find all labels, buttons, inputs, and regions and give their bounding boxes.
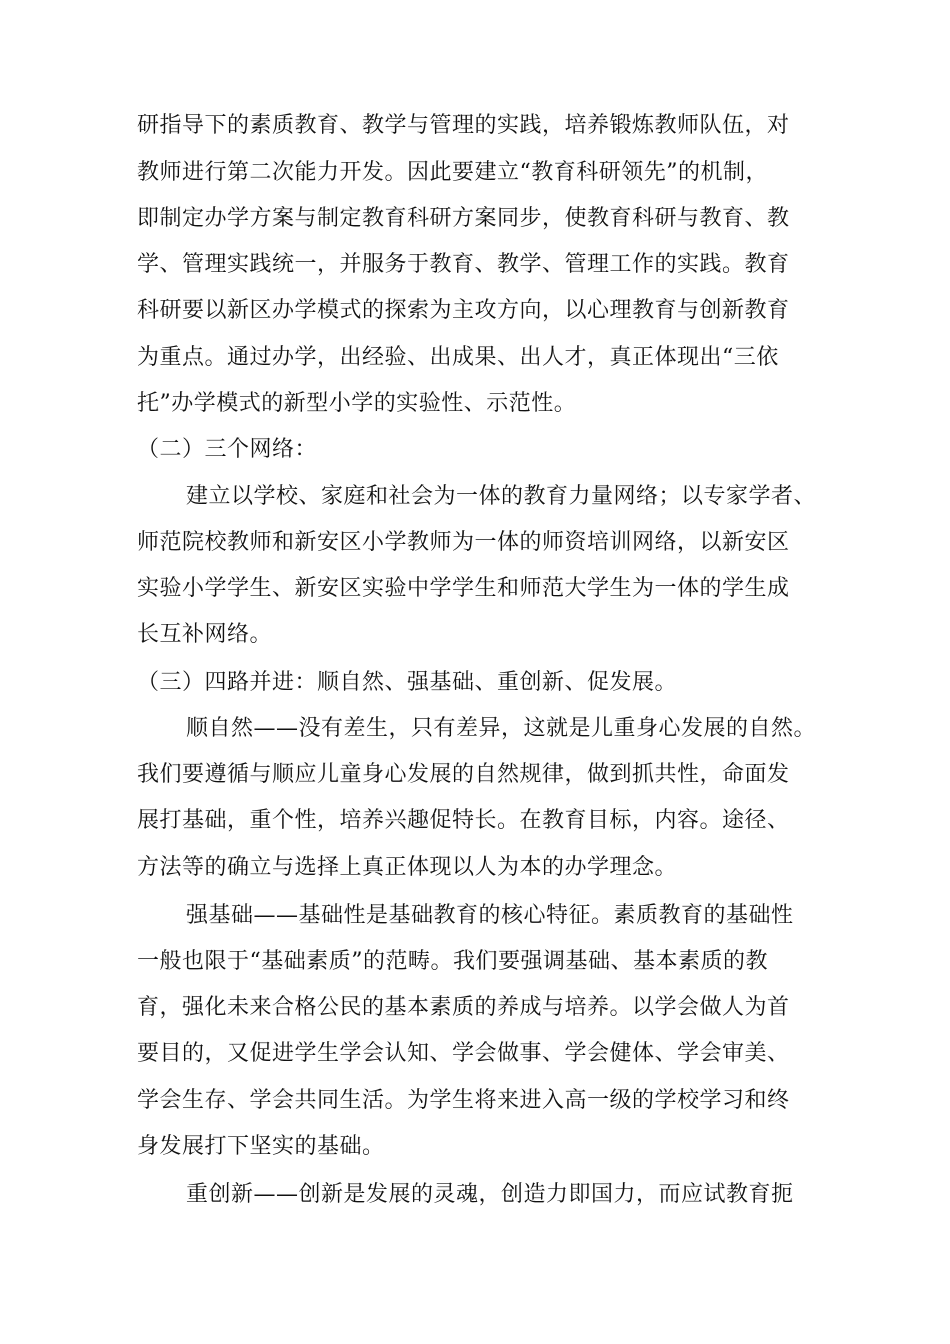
paragraph-line: 师范院校教师和新安区小学教师为一体的师资培训网络，以新安区 bbox=[137, 530, 790, 555]
paragraph-line: 重创新——创新是发展的灵魂，创造力即国力，而应试教育扼 bbox=[186, 1182, 794, 1207]
paragraph-line: 身发展打下坚实的基础。 bbox=[137, 1134, 385, 1159]
paragraph-line: 强基础——基础性是基础教育的核心特征。素质教育的基础性 bbox=[186, 903, 794, 928]
paragraph-line: 为重点。通过办学，出经验、出成果、出人才，真正体现出“三依 bbox=[137, 345, 779, 370]
paragraph-line: 学、管理实践统一，并服务于教育、教学、管理工作的实践。教育 bbox=[137, 252, 790, 277]
paragraph-line: 研指导下的素质教育、教学与管理的实践，培养锻炼教师队伍，对 bbox=[137, 113, 790, 138]
paragraph-line: 我们要遵循与顺应儿童身心发展的自然规律，做到抓共性，命面发 bbox=[137, 762, 790, 787]
paragraph-line: 育，强化未来合格公民的基本素质的养成与培养。以学会做人为首 bbox=[137, 995, 790, 1020]
paragraph-line: 托”办学模式的新型小学的实验性、示范性。 bbox=[137, 391, 577, 416]
paragraph-line: 即制定办学方案与制定教育科研方案同步，使教育科研与教育、教 bbox=[137, 206, 790, 231]
paragraph-line: 要目的，又促进学生学会认知、学会做事、学会健体、学会审美、 bbox=[137, 1041, 790, 1066]
paragraph-line: 一般也限于“基础素质”的范畴。我们要强调基础、基本素质的教 bbox=[137, 949, 768, 974]
paragraph-line: 建立以学校、家庭和社会为一体的教育力量网络；以专家学者、 bbox=[186, 484, 817, 509]
paragraph-line: 展打基础，重个性，培养兴趣促特长。在教育目标，内容。途径、 bbox=[137, 808, 790, 833]
paragraph-line: 实验小学学生、新安区实验中学学生和师范大学生为一体的学生成 bbox=[137, 576, 790, 601]
paragraph-line: 科研要以新区办学模式的探索为主攻方向，以心理教育与创新教育 bbox=[137, 298, 790, 323]
paragraph-line: 顺自然——没有差生，只有差异，这就是儿重身心发展的自然。 bbox=[186, 716, 817, 741]
paragraph-line: 长互补网络。 bbox=[137, 622, 273, 647]
section-heading: （三）四路并进：顺自然、强基础、重创新、促发展。 bbox=[137, 670, 678, 695]
section-heading: （二）三个网络： bbox=[137, 437, 318, 462]
paragraph-line: 学会生存、学会共同生活。为学生将来进入高一级的学校学习和终 bbox=[137, 1088, 790, 1113]
paragraph-line: 方法等的确立与选择上真正体现以人为本的办学理念。 bbox=[137, 855, 678, 880]
paragraph-line: 教师进行第二次能力开发。因此要建立“教育科研领先”的机制， bbox=[137, 160, 768, 185]
